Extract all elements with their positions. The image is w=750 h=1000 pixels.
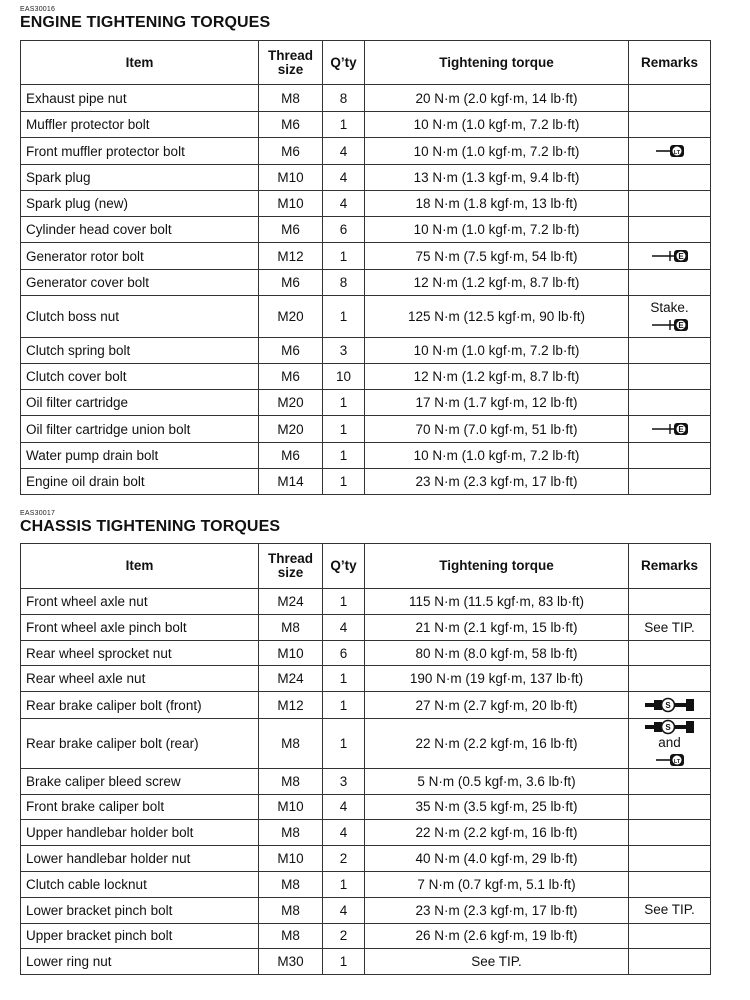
item-cell: Oil filter cartridge (21, 390, 259, 416)
thread-size-cell: M6 (259, 270, 323, 296)
thread-size-cell: M6 (259, 138, 323, 165)
quantity-cell: 1 (323, 871, 365, 897)
thread-size-cell: M20 (259, 296, 323, 338)
quantity-cell: 6 (323, 641, 365, 666)
remarks-cell (629, 589, 711, 615)
remarks-content (644, 719, 696, 768)
item-cell: Exhaust pipe nut (21, 85, 259, 112)
item-cell: Front wheel axle nut (21, 589, 259, 615)
remarks-cell (629, 191, 711, 217)
grease-letter: S (664, 701, 671, 711)
silicone-grease-icon (644, 697, 696, 713)
quantity-cell: 1 (323, 666, 365, 692)
quantity-cell: 10 (323, 364, 365, 390)
thread-size-cell: M24 (259, 666, 323, 692)
remarks-content (650, 300, 688, 332)
table-row (21, 191, 711, 217)
torque-cell: 23 N·m (2.3 kgf·m, 17 lb·ft) (365, 469, 629, 495)
item-cell: Spark plug (21, 165, 259, 191)
item-cell: Front muffler protector bolt (21, 138, 259, 165)
quantity-cell: 4 (323, 191, 365, 217)
quantity-cell: 3 (323, 768, 365, 794)
thread-size-cell: M6 (259, 338, 323, 364)
thread-size-cell: M10 (259, 845, 323, 871)
torque-cell: 13 N·m (1.3 kgf·m, 9.4 lb·ft) (365, 165, 629, 191)
table-row (21, 871, 711, 897)
item-cell: Rear wheel sprocket nut (21, 641, 259, 666)
header-quantity: Q’ty (323, 544, 365, 589)
table-row (21, 615, 711, 641)
remarks-cell (629, 364, 711, 390)
torque-cell: 7 N·m (0.7 kgf·m, 5.1 lb·ft) (365, 871, 629, 897)
item-cell: Clutch cable locknut (21, 871, 259, 897)
torque-cell: 80 N·m (8.0 kgf·m, 58 lb·ft) (365, 641, 629, 666)
table-row (21, 589, 711, 615)
table-row (21, 243, 711, 270)
engine-oil-icon (650, 316, 688, 332)
thread-size-cell: M30 (259, 948, 323, 974)
remark-text: See TIP. (644, 902, 695, 918)
thread-size-cell: M10 (259, 165, 323, 191)
remarks-cell (629, 845, 711, 871)
remarks-cell (629, 338, 711, 364)
engine-oil-icon (651, 248, 689, 264)
quantity-cell: 8 (323, 270, 365, 296)
remarks-cell (629, 923, 711, 948)
thread-size-cell: M20 (259, 416, 323, 443)
item-cell: Water pump drain bolt (21, 443, 259, 469)
thread-size-cell: M10 (259, 641, 323, 666)
torque-cell: 75 N·m (7.5 kgf·m, 54 lb·ft) (365, 243, 629, 270)
remarks-cell (629, 85, 711, 112)
remarks-cell (629, 897, 711, 923)
table-row (21, 948, 711, 974)
quantity-cell: 3 (323, 338, 365, 364)
thread-size-cell: M6 (259, 112, 323, 138)
remarks-cell (629, 165, 711, 191)
oil-letter: E (677, 320, 684, 330)
remarks-cell (629, 416, 711, 443)
thread-size-cell: M8 (259, 719, 323, 769)
torque-cell: See TIP. (365, 948, 629, 974)
remarks-content (655, 143, 685, 159)
thread-size-cell: M6 (259, 217, 323, 243)
header-remarks: Remarks (629, 544, 711, 589)
quantity-cell: 1 (323, 112, 365, 138)
remarks-content (644, 620, 695, 636)
chassis-section-title: CHASSIS TIGHTENING TORQUES (20, 518, 281, 535)
item-cell: Brake caliper bleed screw (21, 768, 259, 794)
quantity-cell: 2 (323, 845, 365, 871)
torque-cell: 20 N·m (2.0 kgf·m, 14 lb·ft) (365, 85, 629, 112)
header-thread-line1: Thread (267, 47, 313, 63)
quantity-cell: 6 (323, 217, 365, 243)
torque-cell: 10 N·m (1.0 kgf·m, 7.2 lb·ft) (365, 217, 629, 243)
torque-cell: 125 N·m (12.5 kgf·m, 90 lb·ft) (365, 296, 629, 338)
table-row (21, 138, 711, 165)
threadlock-blue-icon (644, 751, 696, 767)
thread-size-cell: M8 (259, 819, 323, 845)
remarks-cell (629, 666, 711, 692)
remarks-cell (629, 469, 711, 495)
item-cell: Rear wheel axle nut (21, 666, 259, 692)
quantity-cell: 1 (323, 296, 365, 338)
item-cell: Lower bracket pinch bolt (21, 897, 259, 923)
torque-cell: 40 N·m (4.0 kgf·m, 29 lb·ft) (365, 845, 629, 871)
item-cell: Generator rotor bolt (21, 243, 259, 270)
engine-section-title: ENGINE TIGHTENING TORQUES (20, 14, 271, 31)
table-row (21, 845, 711, 871)
thread-size-cell: M24 (259, 589, 323, 615)
thread-size-cell: M10 (259, 794, 323, 819)
table-row (21, 692, 711, 719)
torque-cell: 35 N·m (3.5 kgf·m, 25 lb·ft) (365, 794, 629, 819)
thread-size-cell: M6 (259, 364, 323, 390)
torque-cell: 190 N·m (19 kgf·m, 137 lb·ft) (365, 666, 629, 692)
item-cell: Clutch boss nut (21, 296, 259, 338)
silicone-grease-icon (644, 719, 696, 735)
remarks-cell (629, 641, 711, 666)
remarks-cell (629, 794, 711, 819)
quantity-cell: 2 (323, 923, 365, 948)
engine-torque-table (20, 40, 711, 495)
table-row (21, 165, 711, 191)
table-row (21, 719, 711, 769)
chassis-section-code: EAS30017 (20, 510, 56, 517)
chassis-torque-table (20, 543, 711, 975)
torque-cell: 10 N·m (1.0 kgf·m, 7.2 lb·ft) (365, 138, 629, 165)
table-row (21, 217, 711, 243)
remarks-cell (629, 243, 711, 270)
remarks-cell (629, 443, 711, 469)
item-cell: Generator cover bolt (21, 270, 259, 296)
remarks-cell (629, 615, 711, 641)
remarks-cell (629, 768, 711, 794)
grease-letter: S (664, 723, 671, 733)
table-row (21, 443, 711, 469)
item-cell: Spark plug (new) (21, 191, 259, 217)
torque-cell: 22 N·m (2.2 kgf·m, 16 lb·ft) (365, 719, 629, 769)
table-row (21, 666, 711, 692)
remarks-cell (629, 871, 711, 897)
table-row (21, 364, 711, 390)
quantity-cell: 4 (323, 138, 365, 165)
quantity-cell: 1 (323, 719, 365, 769)
item-cell: Upper bracket pinch bolt (21, 923, 259, 948)
table-row (21, 768, 711, 794)
oil-letter: E (677, 425, 684, 435)
header-item: Item (21, 41, 259, 85)
item-cell: Upper handlebar holder bolt (21, 819, 259, 845)
header-thread-size (259, 41, 323, 85)
table-row (21, 390, 711, 416)
table-row (21, 641, 711, 666)
torque-cell: 27 N·m (2.7 kgf·m, 20 lb·ft) (365, 692, 629, 719)
torque-cell: 26 N·m (2.6 kgf·m, 19 lb·ft) (365, 923, 629, 948)
oil-letter: E (677, 252, 684, 262)
remarks-content (644, 902, 695, 918)
remarks-cell (629, 217, 711, 243)
thread-size-cell: M20 (259, 390, 323, 416)
torque-cell: 10 N·m (1.0 kgf·m, 7.2 lb·ft) (365, 112, 629, 138)
quantity-cell: 1 (323, 469, 365, 495)
item-cell: Clutch spring bolt (21, 338, 259, 364)
item-cell: Oil filter cartridge union bolt (21, 416, 259, 443)
threadlock-letter: LT (673, 758, 680, 765)
item-cell: Front brake caliper bolt (21, 794, 259, 819)
table-row (21, 469, 711, 495)
thread-size-cell: M8 (259, 897, 323, 923)
item-cell: Front wheel axle pinch bolt (21, 615, 259, 641)
thread-size-cell: M8 (259, 871, 323, 897)
remark-and-text: and (658, 735, 681, 751)
quantity-cell: 1 (323, 589, 365, 615)
table-row (21, 85, 711, 112)
thread-size-cell: M12 (259, 692, 323, 719)
quantity-cell: 4 (323, 615, 365, 641)
thread-size-cell: M8 (259, 85, 323, 112)
remarks-content (644, 697, 696, 713)
torque-cell: 5 N·m (0.5 kgf·m, 3.6 lb·ft) (365, 768, 629, 794)
quantity-cell: 1 (323, 416, 365, 443)
torque-cell: 10 N·m (1.0 kgf·m, 7.2 lb·ft) (365, 338, 629, 364)
table-row (21, 338, 711, 364)
quantity-cell: 1 (323, 243, 365, 270)
quantity-cell: 4 (323, 819, 365, 845)
thread-size-cell: M8 (259, 923, 323, 948)
quantity-cell: 4 (323, 897, 365, 923)
thread-size-cell: M10 (259, 191, 323, 217)
quantity-cell: 1 (323, 692, 365, 719)
header-thread-line1: Thread (267, 551, 313, 566)
item-cell: Muffler protector bolt (21, 112, 259, 138)
item-cell: Lower ring nut (21, 948, 259, 974)
remarks-cell (629, 948, 711, 974)
remarks-content (651, 248, 689, 264)
header-torque: Tightening torque (365, 544, 629, 589)
remarks-cell (629, 296, 711, 338)
item-cell: Cylinder head cover bolt (21, 217, 259, 243)
torque-cell: 12 N·m (1.2 kgf·m, 8.7 lb·ft) (365, 364, 629, 390)
remarks-cell (629, 692, 711, 719)
torque-cell: 22 N·m (2.2 kgf·m, 16 lb·ft) (365, 819, 629, 845)
threadlock-blue-icon (655, 143, 685, 159)
remark-text: Stake. (650, 300, 689, 316)
header-item: Item (21, 544, 259, 589)
engine-section-code: EAS30016 (20, 6, 56, 13)
table-row (21, 819, 711, 845)
quantity-cell: 4 (323, 165, 365, 191)
header-thread-size (259, 544, 323, 589)
torque-cell: 70 N·m (7.0 kgf·m, 51 lb·ft) (365, 416, 629, 443)
table-row (21, 897, 711, 923)
torque-cell: 17 N·m (1.7 kgf·m, 12 lb·ft) (365, 390, 629, 416)
remarks-cell (629, 138, 711, 165)
remarks-cell (629, 390, 711, 416)
remark-text: See TIP. (644, 619, 695, 635)
threadlock-letter: LT (673, 150, 680, 157)
remarks-content (651, 421, 689, 437)
thread-size-cell: M8 (259, 615, 323, 641)
header-quantity: Q’ty (323, 41, 365, 85)
table-row (21, 270, 711, 296)
header-thread-line2: size (277, 61, 304, 77)
quantity-cell: 1 (323, 948, 365, 974)
item-cell: Clutch cover bolt (21, 364, 259, 390)
item-cell: Engine oil drain bolt (21, 469, 259, 495)
thread-size-cell: M14 (259, 469, 323, 495)
header-remarks: Remarks (629, 41, 711, 85)
item-cell: Rear brake caliper bolt (rear) (21, 719, 259, 769)
table-row (21, 296, 711, 338)
quantity-cell: 8 (323, 85, 365, 112)
thread-size-cell: M6 (259, 443, 323, 469)
table-row (21, 416, 711, 443)
thread-size-cell: M12 (259, 243, 323, 270)
remarks-cell (629, 270, 711, 296)
engine-oil-icon (651, 421, 689, 437)
table-row (21, 112, 711, 138)
remarks-cell (629, 112, 711, 138)
torque-cell: 10 N·m (1.0 kgf·m, 7.2 lb·ft) (365, 443, 629, 469)
quantity-cell: 1 (323, 390, 365, 416)
quantity-cell: 4 (323, 794, 365, 819)
thread-size-cell: M8 (259, 768, 323, 794)
table-row (21, 923, 711, 948)
quantity-cell: 1 (323, 443, 365, 469)
remarks-cell (629, 819, 711, 845)
torque-cell: 115 N·m (11.5 kgf·m, 83 lb·ft) (365, 589, 629, 615)
torque-cell: 23 N·m (2.3 kgf·m, 17 lb·ft) (365, 897, 629, 923)
item-cell: Rear brake caliper bolt (front) (21, 692, 259, 719)
torque-cell: 21 N·m (2.1 kgf·m, 15 lb·ft) (365, 615, 629, 641)
torque-cell: 18 N·m (1.8 kgf·m, 13 lb·ft) (365, 191, 629, 217)
table-row (21, 794, 711, 819)
header-torque: Tightening torque (365, 41, 629, 85)
torque-cell: 12 N·m (1.2 kgf·m, 8.7 lb·ft) (365, 270, 629, 296)
header-thread-line2: size (277, 565, 304, 580)
item-cell: Lower handlebar holder nut (21, 845, 259, 871)
remarks-cell (629, 719, 711, 769)
